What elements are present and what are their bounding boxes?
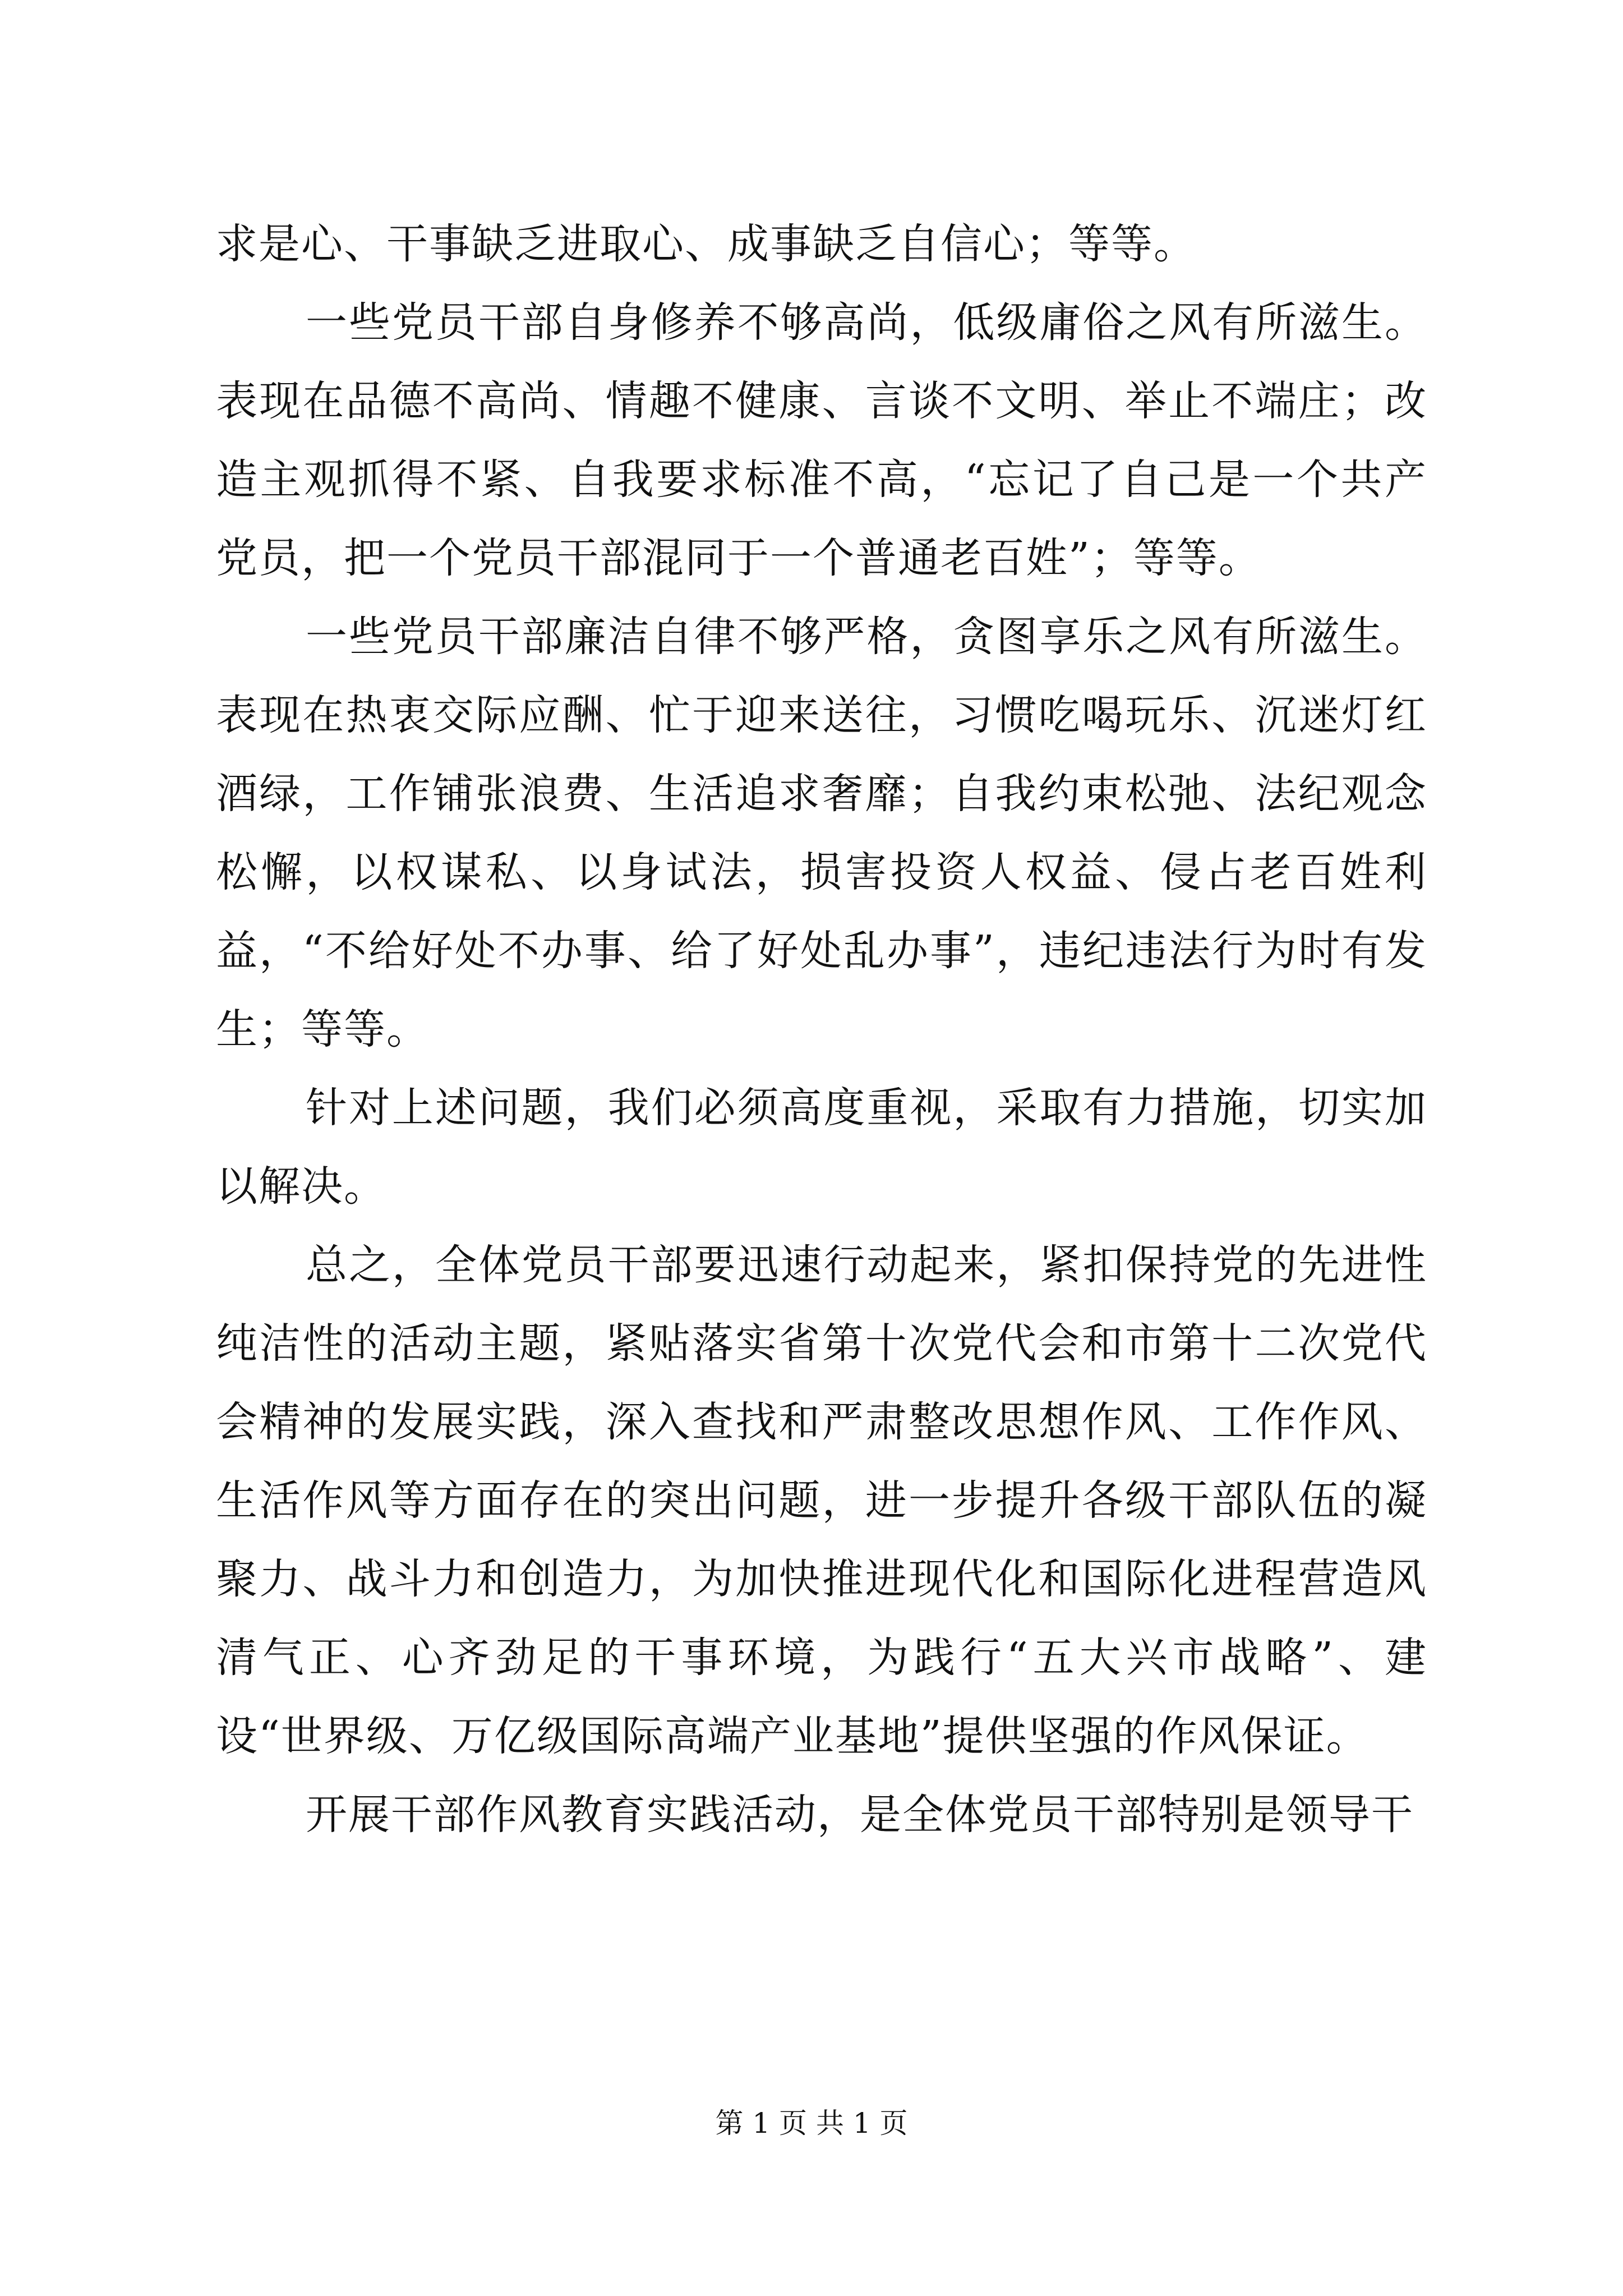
page-number-footer: 第 1 页 共 1 页 xyxy=(715,2107,908,2139)
paragraph-3: 一些党员干部廉洁自律不够严格，贪图享乐之风有所滋生。表现在热衷交际应酬、忙于迎来送往，习惯吃喝玩乐、沉迷灯红酒绿，工作铺张浪费、生活追求奢靡；自我约束松弛、法纪观念松懈，以权谋私、以身试法，损害投资人权益、侵占老百姓利益，“不给好处不办事、给了好处乱办事”，违纪违法行为时有发生；等等。 xyxy=(216,613,1427,1053)
document-body xyxy=(216,205,1427,1854)
paragraph-1: 求是心、干事缺乏进取心、成事缺乏自信心；等等。 xyxy=(216,220,1196,268)
paragraph-4: 针对上述问题，我们必须高度重视，采取有力措施，切实加以解决。 xyxy=(216,1084,1427,1211)
paragraph-5: 总之，全体党员干部要迅速行动起来，紧扣保持党的先进性纯洁性的活动主题，紧贴落实省第十次党代会和市第十二次党代会精神的发展实践，深入查找和严肃整改思想作风、工作作风、生活作风等方面存在的突出问题，进一步提升各级干部队伍的凝聚力、战斗力和创造力，为加快推进现代化和国际化进程营造风清气正、心齐劲足的干事环境，为践行“五大兴市战略”、建设“世界级、万亿级国际高端产业基地”提供坚强的作风保证。 xyxy=(216,1241,1427,1760)
paragraph-2: 一些党员干部自身修养不够高尚，低级庸俗之风有所滋生。表现在品德不高尚、情趣不健康、言谈不文明、举止不端庄；改造主观抓得不紧、自我要求标准不高，“忘记了自己是一个共产党员，把一个党员干部混同于一个普通老百姓”；等等。 xyxy=(216,298,1427,582)
paragraph-6: 开展干部作风教育实践活动，是全体党员干部特别是领导干 xyxy=(306,1791,1414,1839)
